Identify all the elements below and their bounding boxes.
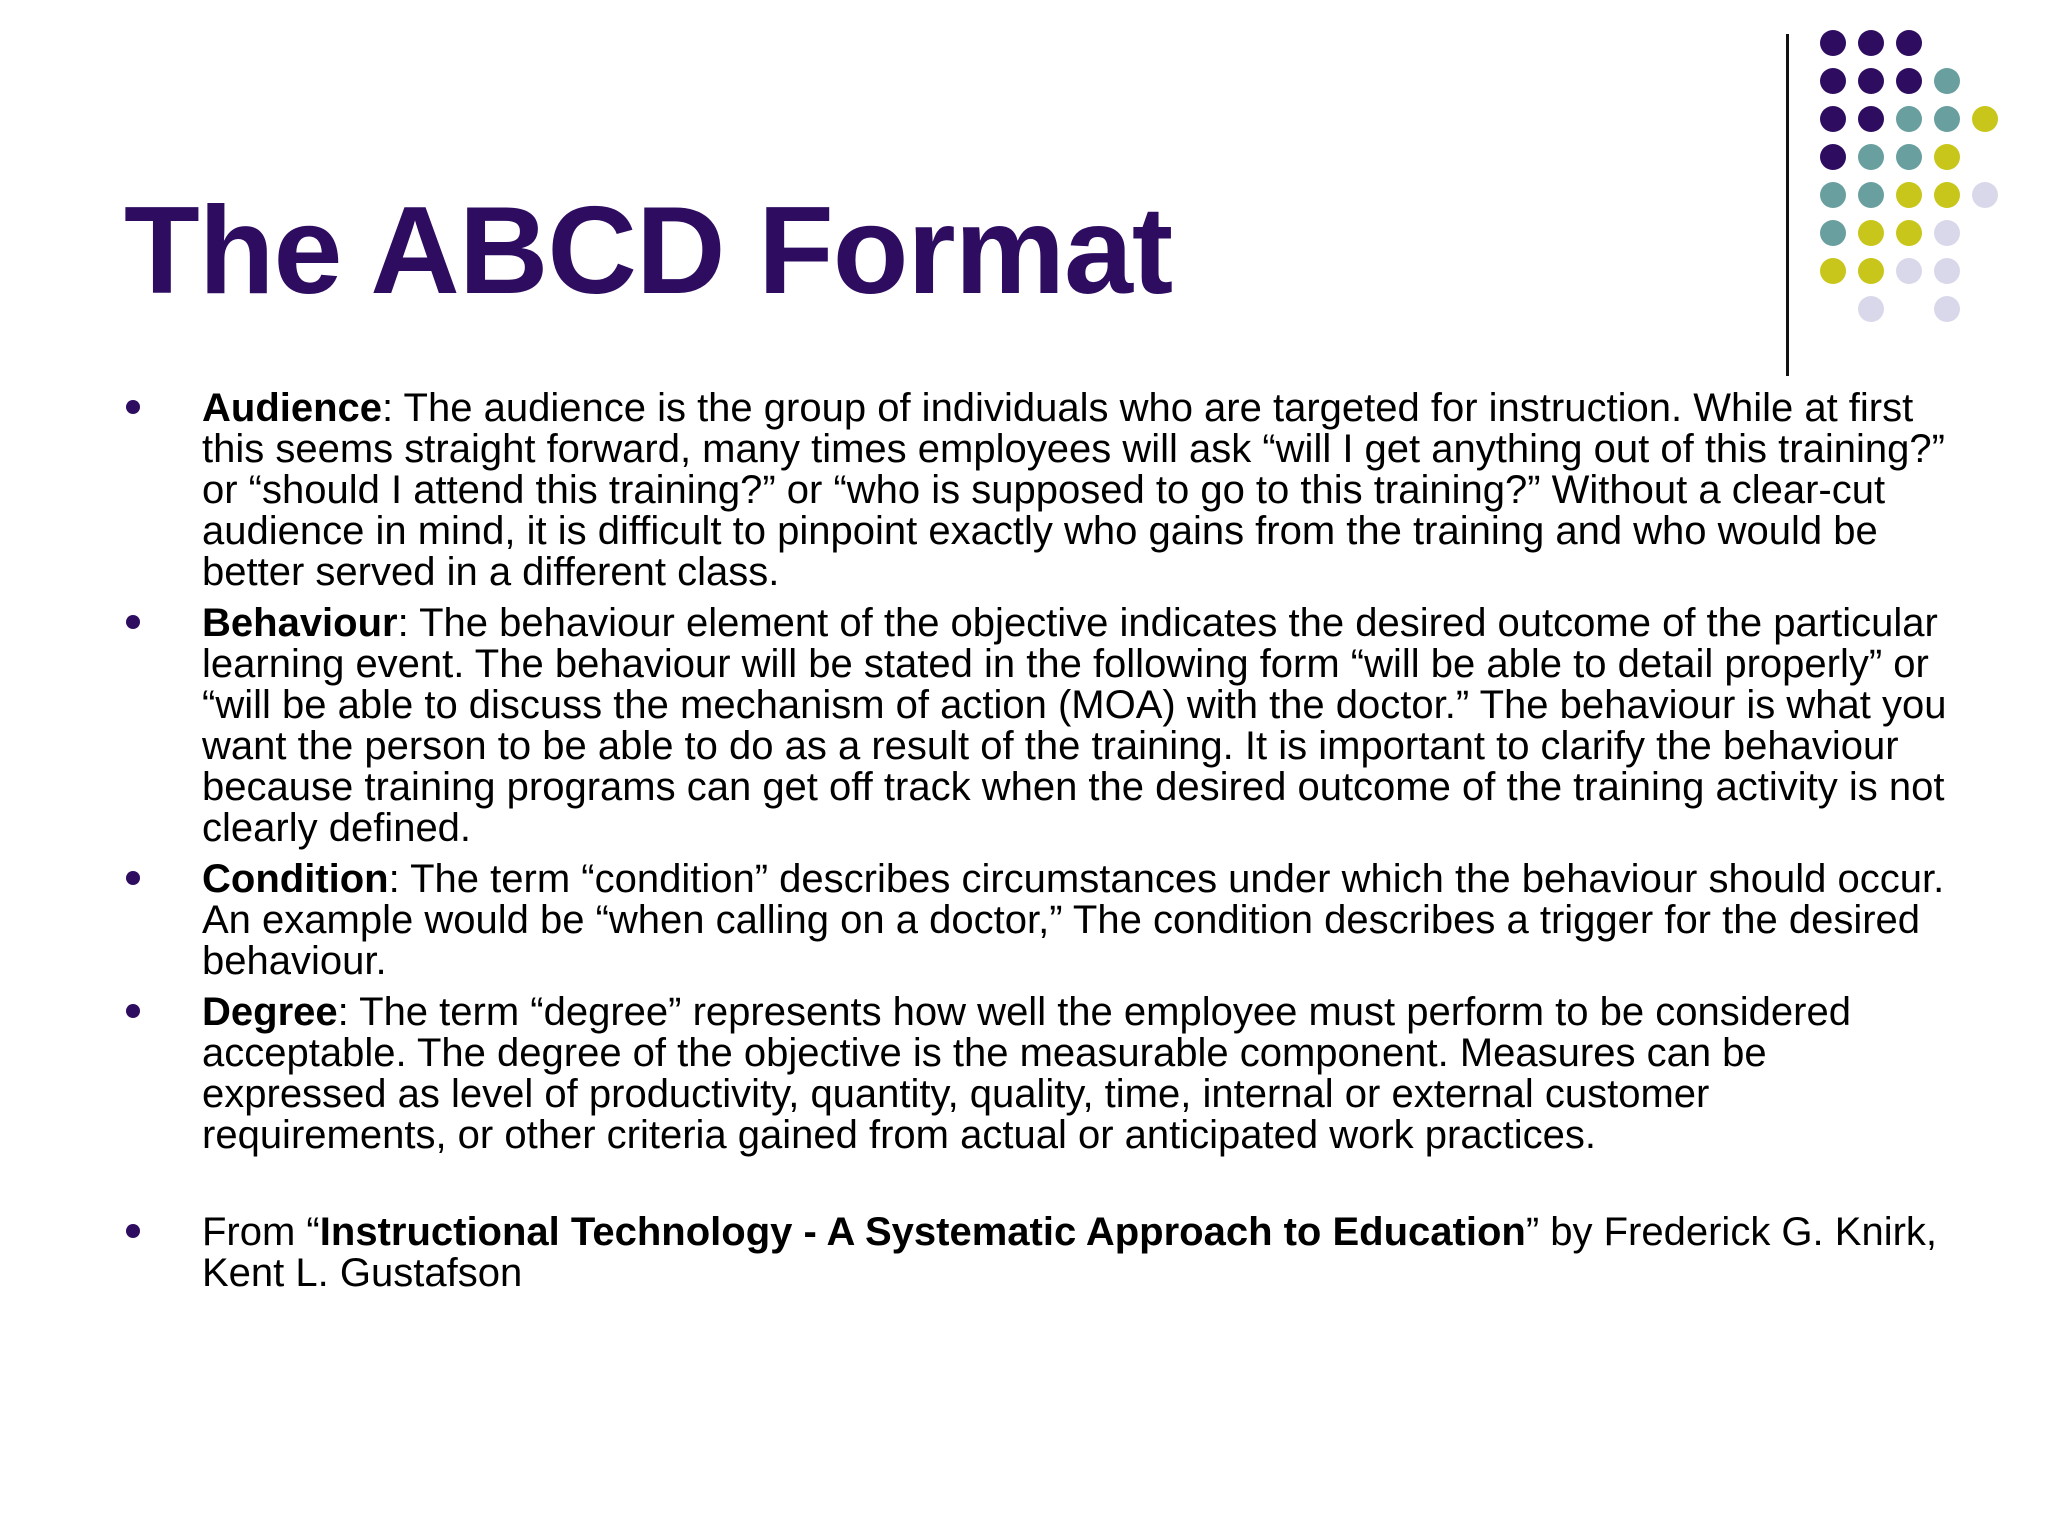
decorative-dot <box>1858 220 1884 246</box>
decorative-dot <box>1934 296 1960 322</box>
decorative-dot <box>1896 182 1922 208</box>
decorative-dot <box>1934 144 1960 170</box>
term-label: Condition <box>202 857 389 901</box>
decorative-dot <box>1820 144 1846 170</box>
bullet-item-source <box>120 1212 1960 1294</box>
bullet-icon <box>126 1004 140 1018</box>
decorative-dot <box>1820 30 1846 56</box>
bullet-list <box>120 388 1960 1304</box>
decorative-dot-grid <box>1820 30 2020 340</box>
bullet-item-behaviour <box>120 603 1960 849</box>
bullet-item-audience <box>120 388 1960 593</box>
bullet-item-condition <box>120 859 1960 982</box>
term-label: Degree <box>202 990 338 1034</box>
decorative-dot <box>1820 68 1846 94</box>
decorative-dot <box>1896 258 1922 284</box>
decorative-dot <box>1858 106 1884 132</box>
decorative-dot <box>1896 68 1922 94</box>
decorative-dot <box>1896 106 1922 132</box>
decorative-dot <box>1858 296 1884 322</box>
decorative-dot <box>1820 182 1846 208</box>
decorative-dot <box>1972 182 1998 208</box>
decorative-dot <box>1934 258 1960 284</box>
term-description: : The behaviour element of the objective indicates the desired outcome of the particular learning event. The behaviour will be stated in the following form “will be able to detail properly” or “will be able to discuss the mechanism of action (MOA) with the doctor.” The behaviour is what you want the person to be able to do as a result of the training. It is important to clarify the behaviour because training programs can get off track when the desired outcome of the training activity is not clearly defined. <box>202 601 1947 850</box>
decorative-dot <box>1896 220 1922 246</box>
decorative-dot <box>1896 144 1922 170</box>
decorative-dot <box>1934 220 1960 246</box>
bullet-icon <box>126 615 140 629</box>
source-prefix: From “ <box>202 1210 320 1254</box>
term-description: : The term “degree” represents how well the employee must perform to be considered acceptable. The degree of the objective is the measurable component. Measures can be expressed as level of productivity, quantity, quality, time, internal or external customer requirements, or other criteria gained from actual or anticipated work practices. <box>202 990 1851 1157</box>
decorative-dot <box>1858 182 1884 208</box>
source-book-title: Instructional Technology - A Systematic Approach to Education <box>319 1210 1526 1254</box>
bullet-icon <box>126 400 140 414</box>
decorative-dot <box>1858 30 1884 56</box>
decorative-dot <box>1934 182 1960 208</box>
term-description: : The audience is the group of individuals who are targeted for instruction. While at first this seems straight forward, many times employees will ask “will I get anything out of this training?” or “should I attend this training?” or “who is supposed to go to this training?” Without a clear-cut audience in mind, it is difficult to pinpoint exactly who gains from the training and who would be better served in a different class. <box>202 386 1945 594</box>
bullet-icon <box>126 1224 140 1238</box>
decorative-dot <box>1972 106 1998 132</box>
divider-line <box>1786 34 1789 376</box>
decorative-dot <box>1858 68 1884 94</box>
bullet-item-degree <box>120 992 1960 1156</box>
slide-title: The ABCD Format <box>124 182 1173 320</box>
decorative-dot <box>1934 106 1960 132</box>
decorative-dot <box>1820 258 1846 284</box>
decorative-dot <box>1896 30 1922 56</box>
bullet-icon <box>126 871 140 885</box>
term-description: : The term “condition” describes circumstances under which the behaviour should occur. An example would be “when calling on a doctor,” The condition describes a trigger for the desired behaviour. <box>202 857 1945 983</box>
term-label: Behaviour <box>202 601 398 645</box>
decorative-dot <box>1934 68 1960 94</box>
source-suffix: ” by Frederick G. Knirk, Kent L. Gustafson <box>202 1210 1938 1295</box>
decorative-dot <box>1858 144 1884 170</box>
term-label: Audience <box>202 386 383 430</box>
decorative-dot <box>1820 106 1846 132</box>
decorative-dot <box>1858 258 1884 284</box>
decorative-dot <box>1820 220 1846 246</box>
